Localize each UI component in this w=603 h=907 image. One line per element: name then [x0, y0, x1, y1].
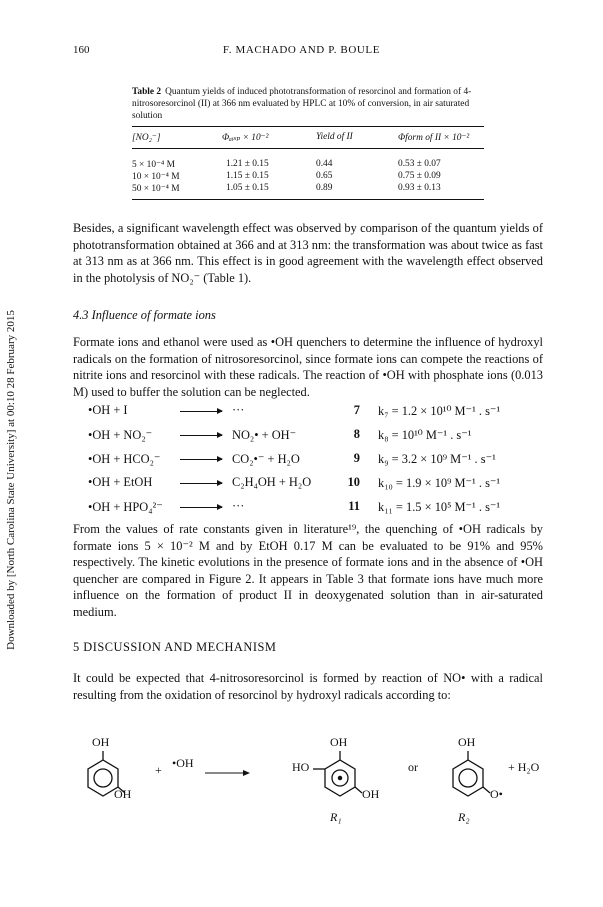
eq-number: 7 [353, 403, 360, 417]
eq-number: 9 [353, 451, 360, 465]
eq-arrow [180, 451, 222, 466]
paragraph-formate: Formate ions and ethanol were used as •OH quenchers to determine the influence of hydroxyl radicals on the formation of nitrosoresorcinol, since formate ions can compete the reactions of nitrite ions and resorcinol with these radicals. The reaction of •OH with phosphate ions (0.013 M) used to buffer the solution can be neglected. [73, 335, 543, 399]
eq-arrow [180, 475, 222, 490]
eq-rate: k₁₁ = 1.5 × 10⁵ M⁻¹ . s⁻¹ [378, 500, 501, 514]
label-plus: + [155, 763, 162, 777]
table-cell: 1.21 ± 0.15 [226, 159, 269, 169]
eq-arrow [180, 499, 222, 514]
table-cell: 0.89 [316, 183, 333, 193]
table-header: Yield of II [316, 132, 353, 142]
radical-r2-structure [453, 751, 490, 796]
label-o-radical: O• [490, 787, 503, 801]
eq-rhs: CO₂•⁻ + H₂O [232, 452, 300, 466]
label-r2: R₂ [458, 810, 470, 824]
table-cell: 0.75 ± 0.09 [398, 171, 441, 181]
table-cell: 10 × 10⁻⁴ M [132, 172, 180, 182]
table-label: Table 2 [132, 87, 162, 97]
eq-rhs: ··· [232, 403, 245, 417]
running-head: F. MACHADO AND P. BOULE [222, 44, 381, 56]
table-bottom-rule [132, 199, 484, 200]
label-hydroxyl-radical: •OH [172, 756, 194, 770]
download-watermark: Downloaded by [North Carolina State University] at 00:10 28 February 2015 [5, 310, 17, 650]
table-cell: 1.15 ± 0.15 [226, 171, 269, 181]
paragraph-wavelength: Besides, a significant wavelength effect was observed by comparison of the quantum yields of phototransformation obtained at 366 and at 313 nm: the transformation was about twice as fast at 313 nm as at 366 nm. This effect is in good agreement with the wavelength effect observed in the photolysis of NO₂⁻ (Table 1). [73, 221, 543, 285]
section-heading-5: 5 DISCUSSION AND MECHANISM [73, 640, 277, 654]
eq-rate: k₉ = 3.2 × 10⁹ M⁻¹ . s⁻¹ [378, 452, 496, 466]
eq-number: 10 [347, 475, 360, 489]
table-cell: 1.05 ± 0.15 [226, 183, 269, 193]
table-header: Φform of II × 10⁻² [398, 133, 470, 143]
table-mid-rule [132, 148, 484, 149]
eq-arrow [180, 403, 222, 418]
eq-rhs: NO₂• + OH⁻ [232, 428, 297, 442]
radical-r1-structure [313, 751, 362, 796]
eq-lhs: •OH + HPO₄²⁻ [88, 500, 163, 514]
page-number: 160 [73, 44, 90, 56]
eq-number: 11 [348, 499, 360, 513]
table-cell: 0.44 [316, 159, 333, 169]
label-oh: OH [362, 787, 380, 801]
eq-lhs: •OH + HCO₂⁻ [88, 452, 161, 466]
table-cell: 5 × 10⁻⁴ M [132, 160, 175, 170]
eq-rhs: C₂H₄OH + H₂O [232, 475, 312, 489]
label-oh: OH [330, 735, 348, 749]
table-top-rule [132, 126, 484, 127]
table-cell: 0.93 ± 0.13 [398, 183, 441, 193]
label-r1: R₁ [330, 810, 342, 824]
label-oh: OH [92, 735, 110, 749]
label-ho: HO [292, 760, 310, 774]
eq-lhs: •OH + EtOH [88, 475, 153, 489]
paragraph-mechanism: It could be expected that 4-nitrosoresorcinol is formed by reaction of NO• with a radical resulting from the oxidation of resorcinol by hydroxyl radicals according to: [73, 671, 543, 702]
table-caption-text: Quantum yields of induced phototransformation of resorcinol and formation of 4-nitrosoresorcinol (II) at 366 nm evaluated by HPLC at 10% of conversion, in air saturated solution [132, 87, 472, 121]
table-header: Φₐᵢₛₚ × 10⁻² [222, 133, 269, 143]
section-heading-4-3: 4.3 Influence of formate ions [73, 308, 216, 322]
label-oh: OH [458, 735, 476, 749]
scheme-arrowhead [243, 770, 250, 776]
table-header: [NO₂⁻] [132, 133, 161, 143]
label-oh: OH [114, 787, 132, 801]
table-caption [132, 86, 484, 122]
eq-rate: k₇ = 1.2 × 10¹⁰ M⁻¹ . s⁻¹ [378, 404, 501, 418]
table-cell: 50 × 10⁻⁴ M [132, 184, 180, 194]
eq-rate: k₈ = 10¹⁰ M⁻¹ . s⁻¹ [378, 428, 472, 442]
label-or: or [408, 760, 418, 774]
table-cell: 0.65 [316, 171, 333, 181]
label-plus-water: + H₂O [508, 760, 540, 774]
table-cell: 0.53 ± 0.07 [398, 159, 441, 169]
paragraph-rate-constants: From the values of rate constants given in literature¹⁹, the quenching of •OH radicals by formate ions 5 × 10⁻² M and by EtOH 0.17 M can be evaluated to be 91% and 95% respectively. The kinetic evolutions in the presence of formate ions and in the absence of •OH quencher are compared in Figure 2. It appears in Table 3 that formate ions have much more influence on the formation of product II in deoxygenated solution than in air-saturated medium. [73, 522, 543, 619]
eq-arrow [180, 427, 222, 442]
eq-number: 8 [353, 427, 360, 441]
reaction-scheme [73, 748, 543, 808]
eq-rate: k₁₀ = 1.9 × 10⁹ M⁻¹ . s⁻¹ [378, 476, 501, 490]
eq-rhs: ··· [232, 499, 245, 513]
eq-lhs: •OH + I [88, 403, 128, 417]
eq-lhs: •OH + NO₂⁻ [88, 428, 153, 442]
